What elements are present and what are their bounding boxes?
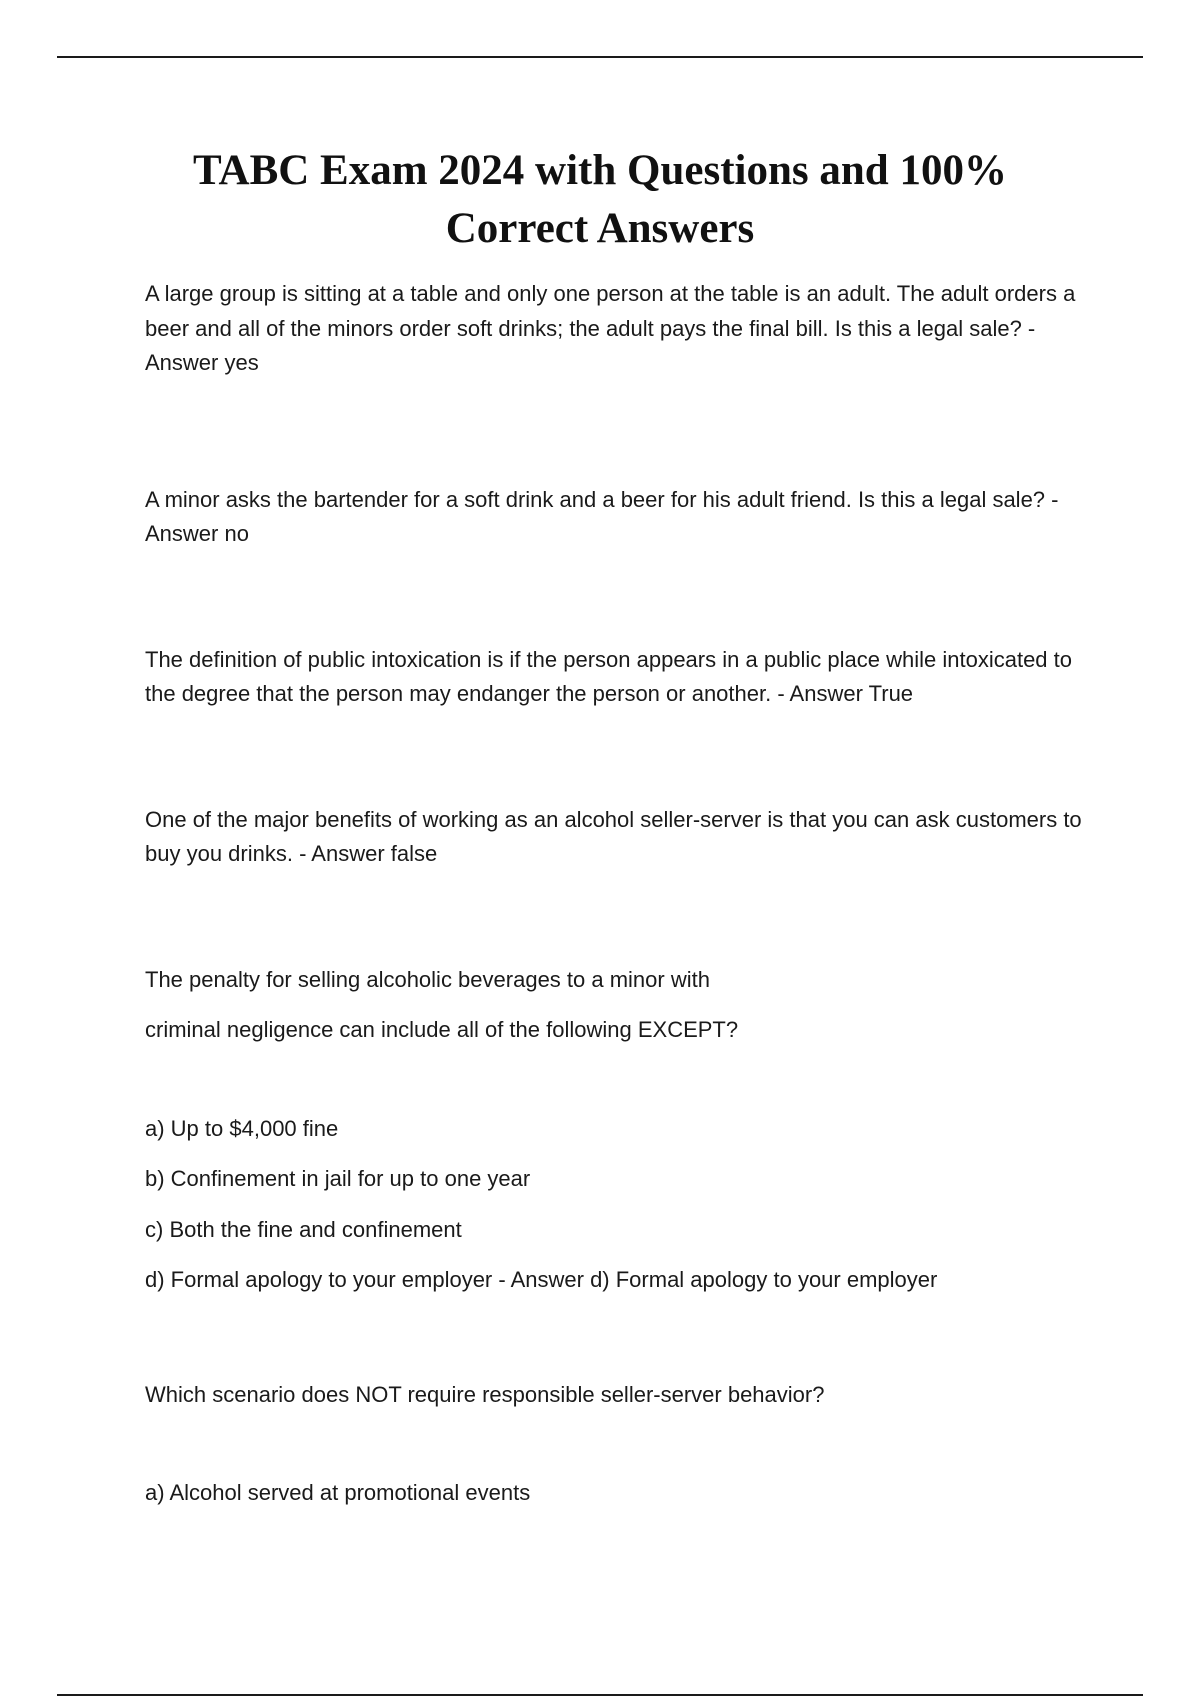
question-6 <box>145 1378 1105 1511</box>
question-1: A large group is sitting at a table and only one person at the table is an adult. The adult orders a beer and all of the minors order soft drinks; the adult pays the final bill. Is this a legal sale? - Answer yes <box>145 281 1076 375</box>
top-rule <box>57 56 1143 58</box>
question-5-option-b: b) Confinement in jail for up to one year <box>145 1166 531 1191</box>
question-5 <box>145 963 1105 1298</box>
question-5-option-d: d) Formal apology to your employer - Answer d) Formal apology to your employer <box>145 1267 938 1292</box>
question-6-option-a: a) Alcohol served at promotional events <box>145 1480 531 1505</box>
question-5-option-c: c) Both the fine and confinement <box>145 1216 462 1242</box>
question-5-line-2: criminal negligence can include all of the following EXCEPT? <box>145 1017 739 1042</box>
question-3: The definition of public intoxication is if the person appears in a public place while intoxicated to the degree that the person may endanger the person or another. - Answer True <box>145 646 1072 706</box>
question-2: A minor asks the bartender for a soft drink and a beer for his adult friend. Is this a legal sale? - Answer no <box>145 486 1059 546</box>
question-5-line-1: The penalty for selling alcoholic beverages to a minor with <box>145 966 710 992</box>
document-title <box>100 142 1100 258</box>
title-line-2: Correct Answers <box>445 205 755 252</box>
document-body <box>145 277 1105 1527</box>
bottom-rule <box>57 1694 1143 1696</box>
question-5-option-a: a) Up to $4,000 fine <box>145 1115 339 1141</box>
question-6-text: Which scenario does NOT require responsible seller-server behavior? <box>145 1381 825 1407</box>
question-4: One of the major benefits of working as an alcohol seller-server is that you can ask customers to buy you drinks. - Answer false <box>145 806 1082 866</box>
title-line-1: TABC Exam 2024 with Questions and 100% <box>193 147 1007 194</box>
